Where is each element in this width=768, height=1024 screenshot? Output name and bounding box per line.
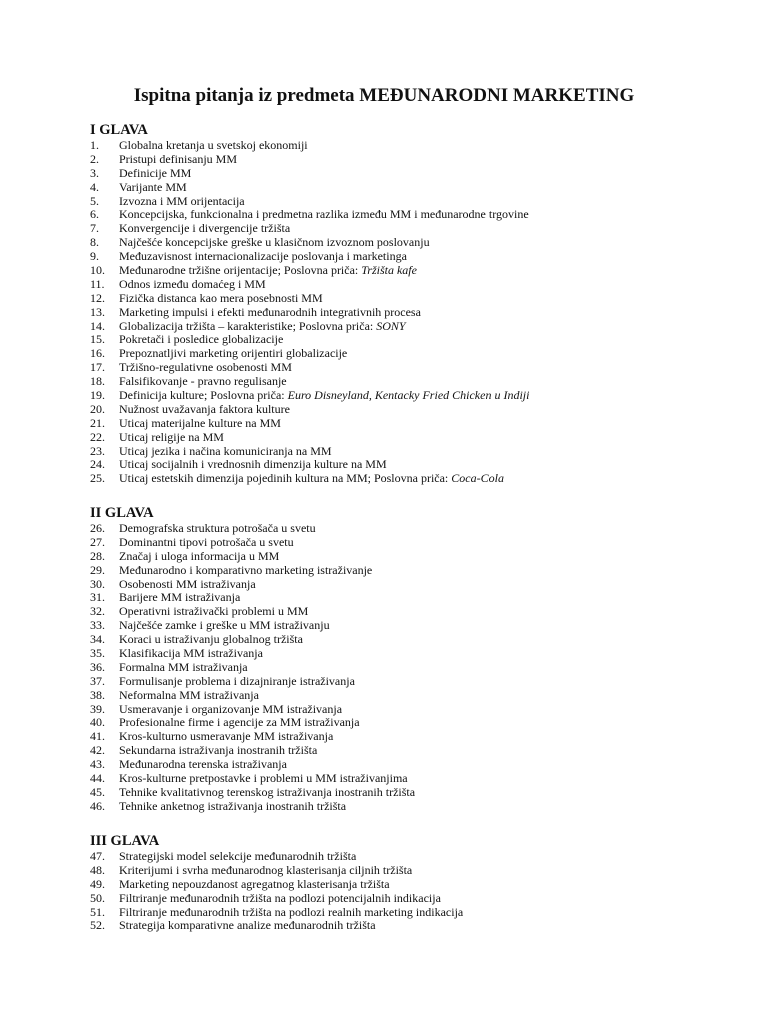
- list-item: [90, 744, 690, 758]
- list-item: [90, 167, 690, 181]
- item-text-main: Koraci u istraživanju globalnog tržišta: [119, 632, 303, 647]
- item-number: 17.: [90, 360, 105, 375]
- item-text-main: Klasifikacija MM istraživanja: [119, 646, 263, 661]
- item-text: [119, 347, 347, 361]
- list-item: [90, 647, 690, 661]
- item-text: [119, 730, 333, 744]
- item-number: 24.: [90, 457, 105, 472]
- list-item: [90, 361, 690, 375]
- list-item: [90, 605, 690, 619]
- item-text: [119, 536, 294, 550]
- list-item: [90, 661, 690, 675]
- item-number: 5.: [90, 193, 99, 208]
- item-text-main: Definicija kulture; Poslovna priča:: [119, 388, 288, 403]
- item-text-main: Kros-kulturne pretpostavke i problemi u MM istraživanjima: [119, 771, 408, 786]
- item-number: 7.: [90, 221, 99, 236]
- item-number: 46.: [90, 798, 105, 813]
- item-text: [119, 919, 376, 933]
- item-text-main: Globalna kretanja u svetskoj ekonomiji: [119, 138, 308, 152]
- item-number: 47.: [90, 849, 105, 863]
- item-text: [119, 619, 330, 633]
- item-text-main: Filtriranje međunarodnih tržišta na podlozi potencijalnih indikacija: [119, 890, 441, 905]
- item-text-main: Koncepcijska, funkcionalna i predmetna razlika između MM i međunarodne trgovine: [119, 207, 529, 222]
- list-item: [90, 675, 690, 689]
- item-number: 15.: [90, 332, 105, 347]
- item-text: [119, 264, 417, 278]
- item-text: [119, 167, 191, 181]
- item-number: 36.: [90, 659, 105, 674]
- list-item: [90, 786, 690, 800]
- item-number: 22.: [90, 429, 105, 444]
- item-text-main: Osobenosti MM istraživanja: [119, 576, 256, 591]
- section-heading: III GLAVA: [90, 833, 160, 849]
- item-text: [119, 786, 415, 800]
- item-text-main: Kriterijumi i svrha međunarodnog klasterisanja ciljnih tržišta: [119, 862, 413, 877]
- item-text-main: Sekundarna istraživanja inostranih tržišta: [119, 743, 318, 758]
- item-number: 49.: [90, 876, 105, 891]
- list-item: [90, 417, 690, 431]
- list-item: [90, 403, 690, 417]
- item-text: [119, 758, 287, 772]
- item-text: [119, 647, 263, 661]
- item-text-main: Međuzavisnost internacionalizacije poslovanja i marketinga: [119, 249, 407, 264]
- item-text: [119, 361, 292, 375]
- item-number: 33.: [90, 618, 105, 633]
- item-text: [119, 417, 281, 431]
- item-text-main: Tehnike kvalitativnog terenskog istraživanja inostranih tržišta: [119, 784, 416, 799]
- item-text-main: Uticaj estetskih dimenzija pojedinih kultura na MM; Poslovna priča:: [119, 471, 452, 486]
- list-item: [90, 689, 690, 703]
- list-item: [90, 292, 690, 306]
- item-text-main: Formalna MM istraživanja: [119, 659, 248, 674]
- item-text: [119, 591, 240, 605]
- item-text: [119, 703, 342, 717]
- list-item: [90, 878, 690, 892]
- item-number: 27.: [90, 534, 105, 549]
- item-text-main: Najčešće zamke i greške u MM istraživanju: [119, 618, 330, 633]
- item-text-main: Međunarodno i komparativno marketing istraživanje: [119, 562, 373, 577]
- item-text-main: Kros-kulturno usmeravanje MM istraživanja: [119, 729, 334, 744]
- item-text-italic: Coca-Cola: [451, 471, 504, 486]
- list-item: [90, 536, 690, 550]
- item-text: [119, 850, 356, 864]
- item-number: 52.: [90, 918, 105, 933]
- list-item: [90, 800, 690, 814]
- item-text: [119, 716, 360, 730]
- item-text-italic: Tržišta kafe: [361, 263, 417, 278]
- item-text-main: Konvergencije i divergencije tržišta: [119, 221, 291, 236]
- item-number: 2.: [90, 151, 99, 166]
- list-item: [90, 892, 690, 906]
- item-text-main: Varijante MM: [119, 179, 187, 194]
- item-text: [119, 522, 316, 536]
- item-text: [119, 578, 256, 592]
- list-item: [90, 153, 690, 167]
- item-text: [119, 445, 332, 459]
- item-text-main: Definicije MM: [119, 165, 192, 180]
- item-text: [119, 744, 317, 758]
- item-text-main: Usmeravanje i organizovanje MM istraživanja: [119, 701, 343, 716]
- question-list: [90, 522, 690, 814]
- list-item: [90, 850, 690, 864]
- item-text-main: Najčešće koncepcijske greške u klasičnom izvoznom poslovanju: [119, 235, 430, 250]
- item-text: [119, 292, 323, 306]
- item-number: 11.: [90, 276, 105, 291]
- item-text: [119, 153, 237, 167]
- item-text-main: Strategijski model selekcije međunarodnih tržišta: [119, 849, 357, 863]
- item-text: [119, 864, 412, 878]
- item-number: 29.: [90, 562, 105, 577]
- list-item: [90, 703, 690, 717]
- item-number: 21.: [90, 415, 105, 430]
- list-item: [90, 320, 690, 334]
- item-text: [119, 222, 290, 236]
- item-text-main: Međunarodna terenska istraživanja: [119, 757, 287, 772]
- list-item: [90, 578, 690, 592]
- item-text: [119, 892, 441, 906]
- item-number: 26.: [90, 521, 105, 535]
- list-item: [90, 278, 690, 292]
- item-text: [119, 333, 283, 347]
- item-number: 37.: [90, 673, 105, 688]
- item-text: [119, 772, 408, 786]
- item-text-italic: Euro Disneyland, Kentacky Fried Chicken u Indiji: [287, 388, 530, 403]
- item-text-main: Izvozna i MM orijentacija: [119, 193, 245, 208]
- item-text-main: Operativni istraživački problemi u MM: [119, 604, 309, 619]
- item-text-main: Pristupi definisanju MM: [119, 151, 238, 166]
- item-text: [119, 181, 187, 195]
- list-item: [90, 431, 690, 445]
- item-text-main: Fizička distanca kao mera posebnosti MM: [119, 290, 323, 305]
- item-text-main: Značaj i uloga informacija u MM: [119, 548, 280, 563]
- item-text: [119, 208, 529, 222]
- list-item: [90, 522, 690, 536]
- item-text-italic: SONY: [376, 318, 406, 333]
- list-item: [90, 458, 690, 472]
- list-item: [90, 333, 690, 347]
- item-number: 8.: [90, 235, 99, 250]
- item-text: [119, 389, 529, 403]
- item-text-main: Prepoznatljivi marketing orijentiri globalizacije: [119, 346, 348, 361]
- list-item: [90, 389, 690, 403]
- item-text: [119, 906, 463, 920]
- item-number: 30.: [90, 576, 105, 591]
- item-text: [119, 675, 355, 689]
- item-text: [119, 661, 248, 675]
- page-title: Ispitna pitanja iz predmeta MEĐUNARODNI MARKETING: [133, 85, 635, 106]
- item-number: 44.: [90, 771, 105, 786]
- section-glava-3: [90, 833, 690, 933]
- list-item: [90, 222, 690, 236]
- item-number: 20.: [90, 401, 105, 416]
- item-number: 13.: [90, 304, 105, 319]
- item-number: 42.: [90, 743, 105, 758]
- item-number: 10.: [90, 263, 105, 278]
- item-text: [119, 431, 224, 445]
- item-number: 4.: [90, 179, 99, 194]
- question-list: [90, 139, 690, 486]
- list-item: [90, 730, 690, 744]
- item-text: [119, 306, 421, 320]
- item-number: 6.: [90, 207, 99, 222]
- item-text-main: Globalizacija tržišta – karakteristike; Poslovna priča:: [119, 318, 377, 333]
- item-number: 32.: [90, 604, 105, 619]
- item-number: 45.: [90, 784, 105, 799]
- item-number: 19.: [90, 388, 105, 403]
- item-text: [119, 878, 390, 892]
- list-item: [90, 236, 690, 250]
- list-item: [90, 919, 690, 933]
- list-item: [90, 864, 690, 878]
- item-text: [119, 564, 372, 578]
- item-number: 23.: [90, 443, 105, 458]
- list-item: [90, 758, 690, 772]
- item-text-main: Formulisanje problema i dizajniranje istraživanja: [119, 673, 355, 688]
- item-text: [119, 195, 245, 209]
- item-text: [119, 550, 279, 564]
- item-text: [119, 250, 407, 264]
- item-number: 16.: [90, 346, 105, 361]
- item-text-main: Pokretači i posledice globalizacije: [119, 332, 284, 347]
- list-item: [90, 181, 690, 195]
- item-number: 39.: [90, 701, 105, 716]
- section-glava-1: [90, 122, 690, 486]
- item-text: [119, 605, 308, 619]
- list-item: [90, 250, 690, 264]
- item-text-main: Demografska struktura potrošača u svetu: [119, 521, 316, 535]
- item-number: 34.: [90, 632, 105, 647]
- list-item: [90, 139, 690, 153]
- item-text: [119, 472, 504, 486]
- item-text: [119, 633, 303, 647]
- item-text-main: Strategija komparativne analize međunarodnih tržišta: [119, 918, 376, 933]
- item-number: 31.: [90, 590, 105, 605]
- list-item: [90, 472, 690, 486]
- item-number: 14.: [90, 318, 105, 333]
- item-number: 51.: [90, 904, 105, 919]
- item-number: 18.: [90, 374, 105, 389]
- item-number: 28.: [90, 548, 105, 563]
- list-item: [90, 716, 690, 730]
- item-number: 38.: [90, 687, 105, 702]
- item-text-main: Međunarodne tržišne orijentacije; Poslovna priča:: [119, 263, 362, 278]
- item-text-main: Barijere MM istraživanja: [119, 590, 241, 605]
- item-number: 25.: [90, 471, 105, 486]
- item-text-main: Neformalna MM istraživanja: [119, 687, 259, 702]
- item-text-main: Uticaj jezika i načina komuniciranja na MM: [119, 443, 332, 458]
- item-text: [119, 689, 259, 703]
- item-number: 1.: [90, 138, 99, 152]
- item-text-main: Dominantni tipovi potrošača u svetu: [119, 534, 294, 549]
- item-number: 41.: [90, 729, 105, 744]
- item-text-main: Tržišno-regulativne osobenosti MM: [119, 360, 292, 375]
- list-item: [90, 375, 690, 389]
- item-text: [119, 236, 430, 250]
- list-item: [90, 306, 690, 320]
- item-number: 43.: [90, 757, 105, 772]
- item-text-main: Uticaj materijalne kulture na MM: [119, 415, 281, 430]
- item-text-main: Marketing nepouzdanost agregatnog klasterisanja tržišta: [119, 876, 390, 891]
- item-text: [119, 320, 406, 334]
- item-number: 50.: [90, 890, 105, 905]
- list-item: [90, 619, 690, 633]
- item-number: 40.: [90, 715, 105, 730]
- list-item: [90, 208, 690, 222]
- item-text: [119, 139, 308, 153]
- item-number: 12.: [90, 290, 105, 305]
- list-item: [90, 591, 690, 605]
- item-text-main: Uticaj religije na MM: [119, 429, 224, 444]
- item-number: 35.: [90, 646, 105, 661]
- section-glava-2: [90, 505, 690, 814]
- item-text: [119, 403, 290, 417]
- item-text-main: Profesionalne firme i agencije za MM istraživanja: [119, 715, 360, 730]
- item-text-main: Uticaj socijalnih i vrednosnih dimenzija kulture na MM: [119, 457, 387, 472]
- list-item: [90, 550, 690, 564]
- list-item: [90, 445, 690, 459]
- list-item: [90, 564, 690, 578]
- item-text-main: Marketing impulsi i efekti međunarodnih integrativnih procesa: [119, 304, 421, 319]
- section-heading: I GLAVA: [90, 122, 148, 138]
- item-text-main: Tehnike anketnog istraživanja inostranih tržišta: [119, 798, 347, 813]
- item-text-main: Falsifikovanje - pravno regulisanje: [119, 374, 287, 389]
- question-list: [90, 850, 690, 933]
- item-text-main: Filtriranje međunarodnih tržišta na podlozi realnih marketing indikacija: [119, 904, 464, 919]
- item-text: [119, 458, 387, 472]
- list-item: [90, 195, 690, 209]
- item-number: 3.: [90, 165, 99, 180]
- list-item: [90, 347, 690, 361]
- item-text-main: Nužnost uvažavanja faktora kulture: [119, 401, 290, 416]
- section-heading: II GLAVA: [90, 505, 154, 521]
- list-item: [90, 906, 690, 920]
- item-number: 48.: [90, 862, 105, 877]
- item-text: [119, 278, 266, 292]
- item-text-main: Odnos između domaćeg i MM: [119, 276, 266, 291]
- list-item: [90, 264, 690, 278]
- list-item: [90, 772, 690, 786]
- item-number: 9.: [90, 249, 99, 264]
- list-item: [90, 633, 690, 647]
- item-text: [119, 375, 287, 389]
- item-text: [119, 800, 346, 814]
